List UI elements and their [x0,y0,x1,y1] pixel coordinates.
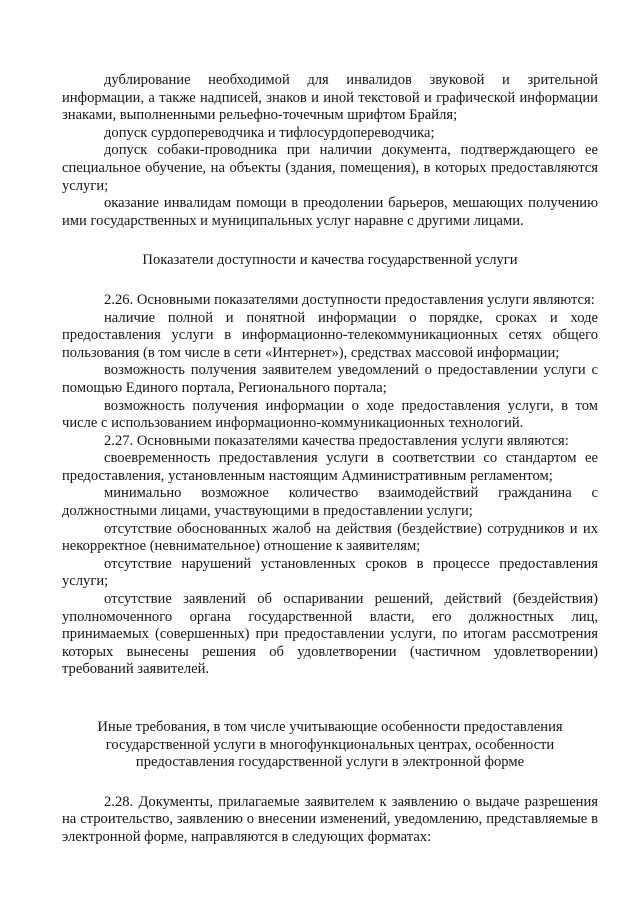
heading-line-3: предоставления государственной услуги в электронной форме [135,754,525,771]
paragraph-2-27: 2.27. Основными показателями качества предоставления услуги являются: [104,432,569,449]
heading-line-1: Иные требования, в том числе учитывающие особенности предоставления [97,719,563,735]
paragraph-notifications: возможность получения заявителем уведомлений о предоставлении услуги с помощью Единого портала, Регионального портала; [62,362,598,396]
intro-paragraph-3: допуск собаки-проводника при наличии документа, подтверждающего ее специальное обучение, на объекты (здания, помещения), в которых предоставляются услуги; [62,142,598,194]
intro-paragraph-2: допуск сурдопереводчика и тифлосурдопереводчика; [104,124,435,141]
paragraph-information-availability: наличие полной и понятной информации о порядке, сроках и ходе предоставления услуги в информационно-телекоммуникационных сетях общего пользования (в том числе в сети «Интернет»), средствах массовой информации; [62,309,598,361]
paragraph-timeliness: своевременность предоставления услуги в соответствии со стандартом ее предоставления, установленным настоящим Административным регламентом; [62,450,598,484]
spacer [62,679,598,719]
paragraph-no-deadline-violations: отсутствие нарушений установленных сроков в процессе предоставления услуги; [62,555,598,590]
paragraph-no-complaints: отсутствие обоснованных жалоб на действия (бездействие) сотрудников и их некорректное (невнимательное) отношение к заявителям; [62,520,598,555]
paragraph-min-interactions: минимально возможное количество взаимодействий гражданина с должностными лицами, участвующими в предоставлении услуги; [62,485,598,520]
intro-paragraph-4: оказание инвалидам помощи в преодолении барьеров, мешающих получению ими государственных и муниципальных услуг наравне с другими лицами. [62,195,598,229]
section-heading-other-requirements [62,719,598,772]
intro-paragraph-1: дублирование необходимой для инвалидов звуковой и зрительной информации, а также надписей, знаков и иной текстовой и графической информации знаками, выполненными рельефно-точечным шрифтом Брайля; [62,72,598,124]
paragraph-2-26: 2.26. Основными показателями доступности предоставления услуги являются: [104,291,595,308]
paragraph-progress-info: возможность получения информации о ходе предоставления услуги, в том числе с использованием информационно-коммуникационных технологий. [62,397,598,432]
spacer [62,230,598,252]
section-heading-accessibility: Показатели доступности и качества государственной услуги [142,252,518,269]
paragraph-2-28: 2.28. Документы, прилагаемые заявителем к заявлению о выдаче разрешения на строительство, заявлению о внесении изменений, уведомлению, представляемые в электронной форме, направляются в следующих форматах: [62,793,598,845]
heading-line-2: государственной услуги в многофункциональных центрах, особенности [105,736,555,753]
spacer [62,270,598,292]
spacer [62,772,598,794]
paragraph-no-disputes: отсутствие заявлений об оспаривании решений, действий (бездействия) уполномоченного органа государственной власти, его должностных лиц, принимаемых (совершенных) при предоставлении услуги, по итогам рассмотрения которых вынесены решения об удовлетворении (частичном удовлетворении) требований заявителей. [62,591,598,678]
